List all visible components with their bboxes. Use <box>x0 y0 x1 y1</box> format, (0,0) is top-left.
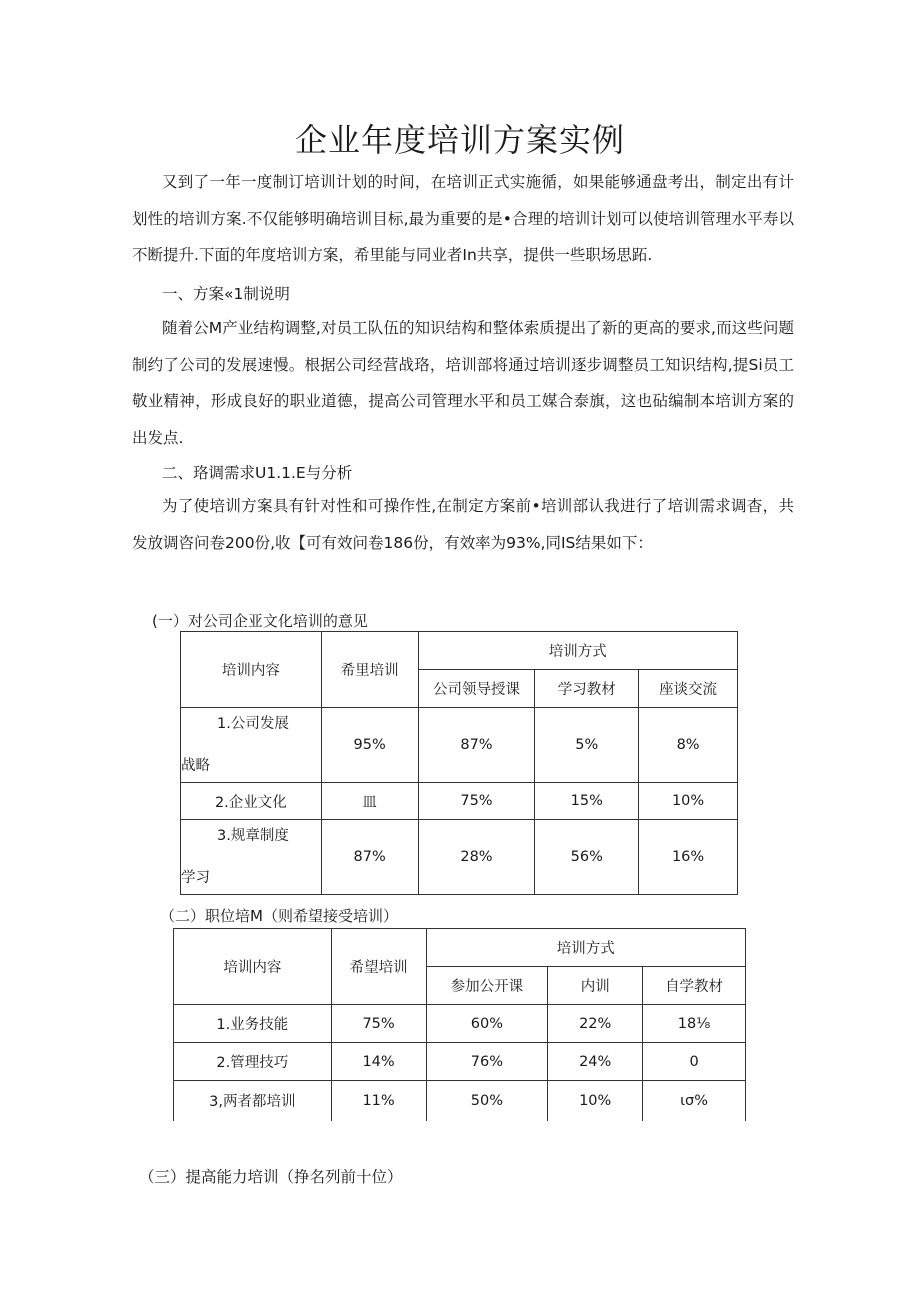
table-row <box>181 783 738 820</box>
section2-body: 为了使培训方案具有针对性和可操作性,在制定方案前•培训部认我进行了培训需求调杳，共发放调咨问卷200份,收【可有效问卷186份，有效率为93%,同IS结果如下： <box>132 497 794 552</box>
position-training-table <box>173 928 746 1121</box>
row-method2: 22% <box>548 1005 643 1043</box>
table2-caption: （二）职位培M（则希望接受培训） <box>160 907 398 925</box>
row-want: 11% <box>331 1081 426 1121</box>
row-want: 87% <box>321 820 418 895</box>
row-method1: 60% <box>426 1005 548 1043</box>
header-content: 培训内容 <box>181 632 322 708</box>
table-header-row <box>174 929 746 967</box>
row-method1: 76% <box>426 1043 548 1081</box>
row-method3: ισ% <box>643 1081 746 1121</box>
header-want: 希望培训 <box>331 929 426 1005</box>
table-row <box>174 1081 746 1121</box>
row-method3: 16% <box>639 820 738 895</box>
row-method1: 75% <box>418 783 535 820</box>
header-content: 培训内容 <box>174 929 332 1005</box>
row-method3: 18⅛ <box>643 1005 746 1043</box>
row-method3: 0 <box>643 1043 746 1081</box>
document-title: 企业年度培训方案实例 <box>294 121 625 159</box>
row-content: 1.业务技能 <box>174 1005 332 1043</box>
row-want: 75% <box>331 1005 426 1043</box>
method-header: 公司领导授课 <box>418 670 535 708</box>
method-header: 内训 <box>548 967 643 1005</box>
method-header: 学习教材 <box>535 670 639 708</box>
intro-paragraph: 又到了一年一度制订培训计划的时间，在培训正式实施循，如果能够通盘考出，制定出有计划性的培训方案.不仅能够明确培训目标,最为重要的是•合理的培训计划可以使培训管理水平寿以不断提升.下面的年度培训方案，希里能与同业者In共享，提供一些职场思跖. <box>132 173 794 264</box>
row-method2: 24% <box>548 1043 643 1081</box>
row-method1: 50% <box>426 1081 548 1121</box>
table1-caption: (一）对公司企亚文化培训的意见 <box>152 612 368 630</box>
row-method3: 10% <box>639 783 738 820</box>
header-method: 培训方式 <box>418 632 737 670</box>
row-method2: 5% <box>535 708 639 783</box>
section3-heading: （三）提高能力培训（挣名列前十位） <box>139 1168 403 1186</box>
method-header: 座谈交流 <box>639 670 738 708</box>
section1-heading: 一、方案«1制说明 <box>162 285 290 303</box>
row-want: 14% <box>331 1043 426 1081</box>
section1-body: 随着公M产业结构调整,对员工队伍的知识结构和整体索质提出了新的更高的要求,而这些问题制约了公司的发展速慢。根据公司经营战珞，培训部将通过培训逐步调整员工知识结构,提Si员工敬业精神，形成良好的职业道德，提高公司管理水平和员工媒合泰旗，这也砧编制本培训方案的出发点. <box>132 319 794 447</box>
row-method2: 56% <box>535 820 639 895</box>
header-method: 培训方式 <box>426 929 746 967</box>
section2-heading: 二、珞调需求U1.1.E与分析 <box>162 464 353 482</box>
row-method3: 8% <box>639 708 738 783</box>
row-content: 2.管理技巧 <box>174 1043 332 1081</box>
table-row <box>174 1005 746 1043</box>
culture-training-table <box>180 631 738 895</box>
table-row <box>181 708 738 783</box>
row-content: 3.规章制度 学习 <box>181 820 322 895</box>
row-want: 皿 <box>321 783 418 820</box>
method-header: 参加公开课 <box>426 967 548 1005</box>
method-header: 自学教材 <box>643 967 746 1005</box>
row-content: 2.企业文化 <box>181 783 322 820</box>
row-method1: 87% <box>418 708 535 783</box>
table-row <box>181 820 738 895</box>
row-method2: 10% <box>548 1081 643 1121</box>
header-want: 希里培训 <box>321 632 418 708</box>
row-method1: 28% <box>418 820 535 895</box>
table-header-row <box>181 632 738 670</box>
row-content: 1.公司发展 战略 <box>181 708 322 783</box>
row-method2: 15% <box>535 783 639 820</box>
row-content: 3,两者都培训 <box>174 1081 332 1121</box>
table-row <box>174 1043 746 1081</box>
row-want: 95% <box>321 708 418 783</box>
